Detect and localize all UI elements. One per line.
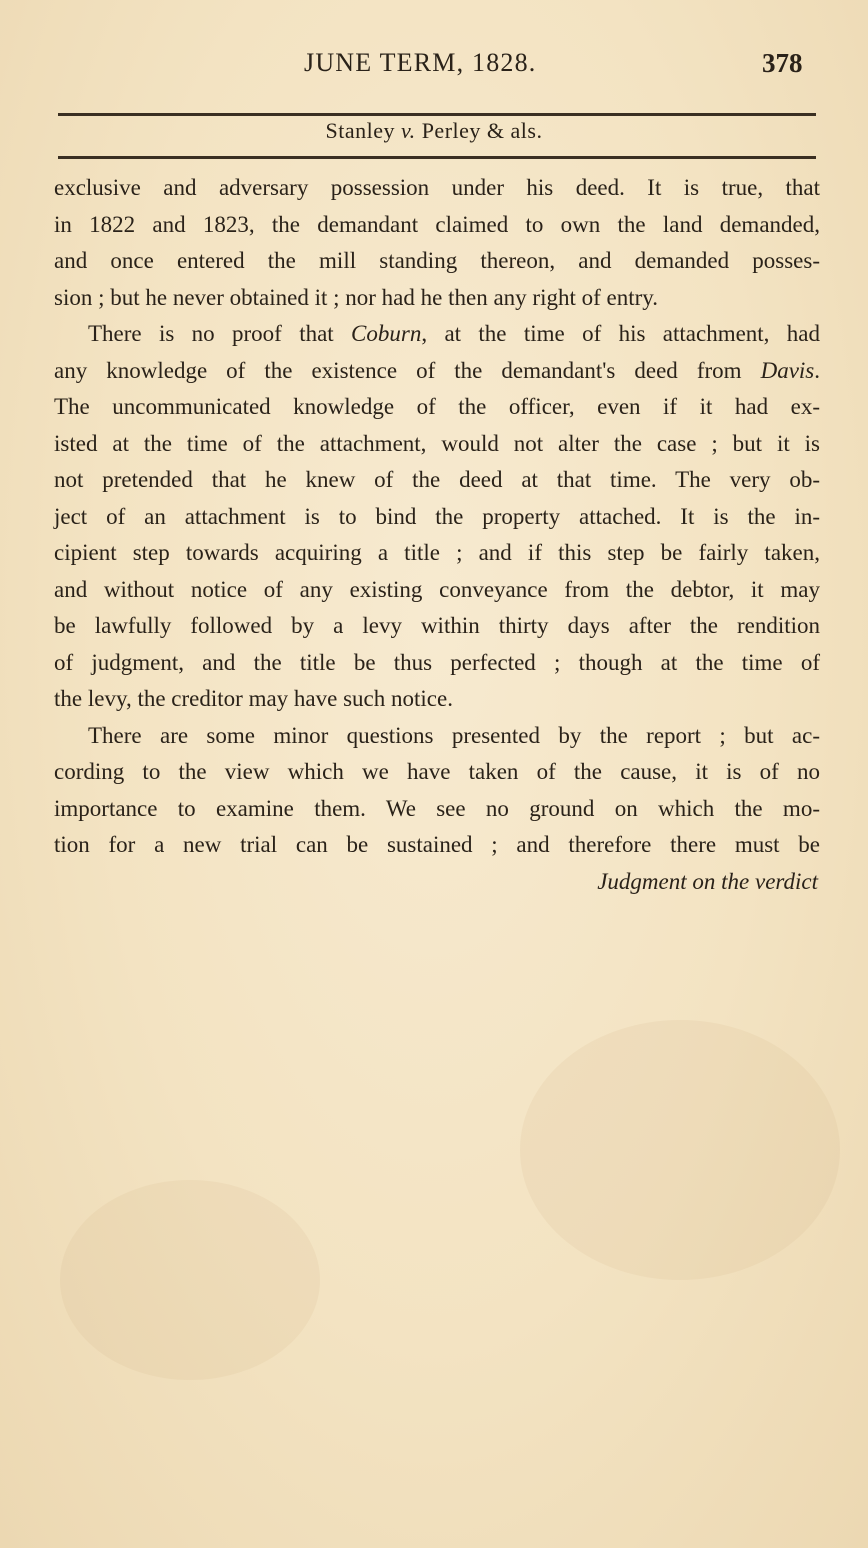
paragraph-3 <box>54 718 820 864</box>
paragraph-1 <box>54 170 820 316</box>
running-head: JUNE TERM, 1828. <box>304 48 537 77</box>
text-line: in 1822 and 1823, the demandant claimed to own the land demanded, <box>54 211 820 237</box>
header-rule-top <box>58 113 816 116</box>
paper-stain <box>520 1020 840 1280</box>
text-line: not pretended that he knew of the deed at that time. The very ob- <box>54 467 820 492</box>
text-line: tion for a new trial can be sustained ; and therefore there must be <box>54 832 820 857</box>
text-line: importance to examine them. We see no ground on which the mo- <box>54 795 820 821</box>
text-line: and without notice of any existing conveyance from the debtor, it may <box>54 576 820 602</box>
text-line: be lawfully followed by a levy within thirty days after the rendition <box>54 613 820 638</box>
text-line: the levy, the creditor may have such notice. <box>54 686 453 711</box>
opinion-text <box>54 170 820 900</box>
text-line: cording to the view which we have taken of the cause, it is of no <box>54 759 820 784</box>
header-rule-bottom <box>58 156 816 159</box>
text-line: ject of an attachment is to bind the property attached. It is the in- <box>54 503 820 529</box>
text-line: cipient step towards acquiring a title ; and if this step be fairly taken, <box>54 540 820 565</box>
judgment-line: Judgment on the verdict <box>597 868 818 894</box>
text-line: exclusive and adversary possession under his deed. It is true, that <box>54 175 820 200</box>
text-line: There are some minor questions presented by the report ; but ac- <box>88 722 820 748</box>
page-number: 378 <box>762 48 803 78</box>
text-line: isted at the time of the attachment, would not alter the case ; but it is <box>54 430 820 456</box>
text-line: any knowledge of the existence of the demandant's deed from Davis. <box>54 357 820 383</box>
text-line: and once entered the mill standing thereon, and demanded posses- <box>54 248 820 273</box>
text-line: There is no proof that Coburn, at the time of his attachment, had <box>88 321 820 346</box>
text-line: of judgment, and the title be thus perfected ; though at the time of <box>54 649 820 675</box>
text-line: The uncommunicated knowledge of the officer, even if it had ex- <box>54 394 820 419</box>
paragraph-2 <box>54 316 820 718</box>
case-title: Stanley v. Perley & als. <box>325 118 543 143</box>
paper-stain <box>60 1180 320 1380</box>
page-header <box>0 48 868 84</box>
text-line: sion ; but he never obtained it ; nor had he then any right of entry. <box>54 284 659 310</box>
